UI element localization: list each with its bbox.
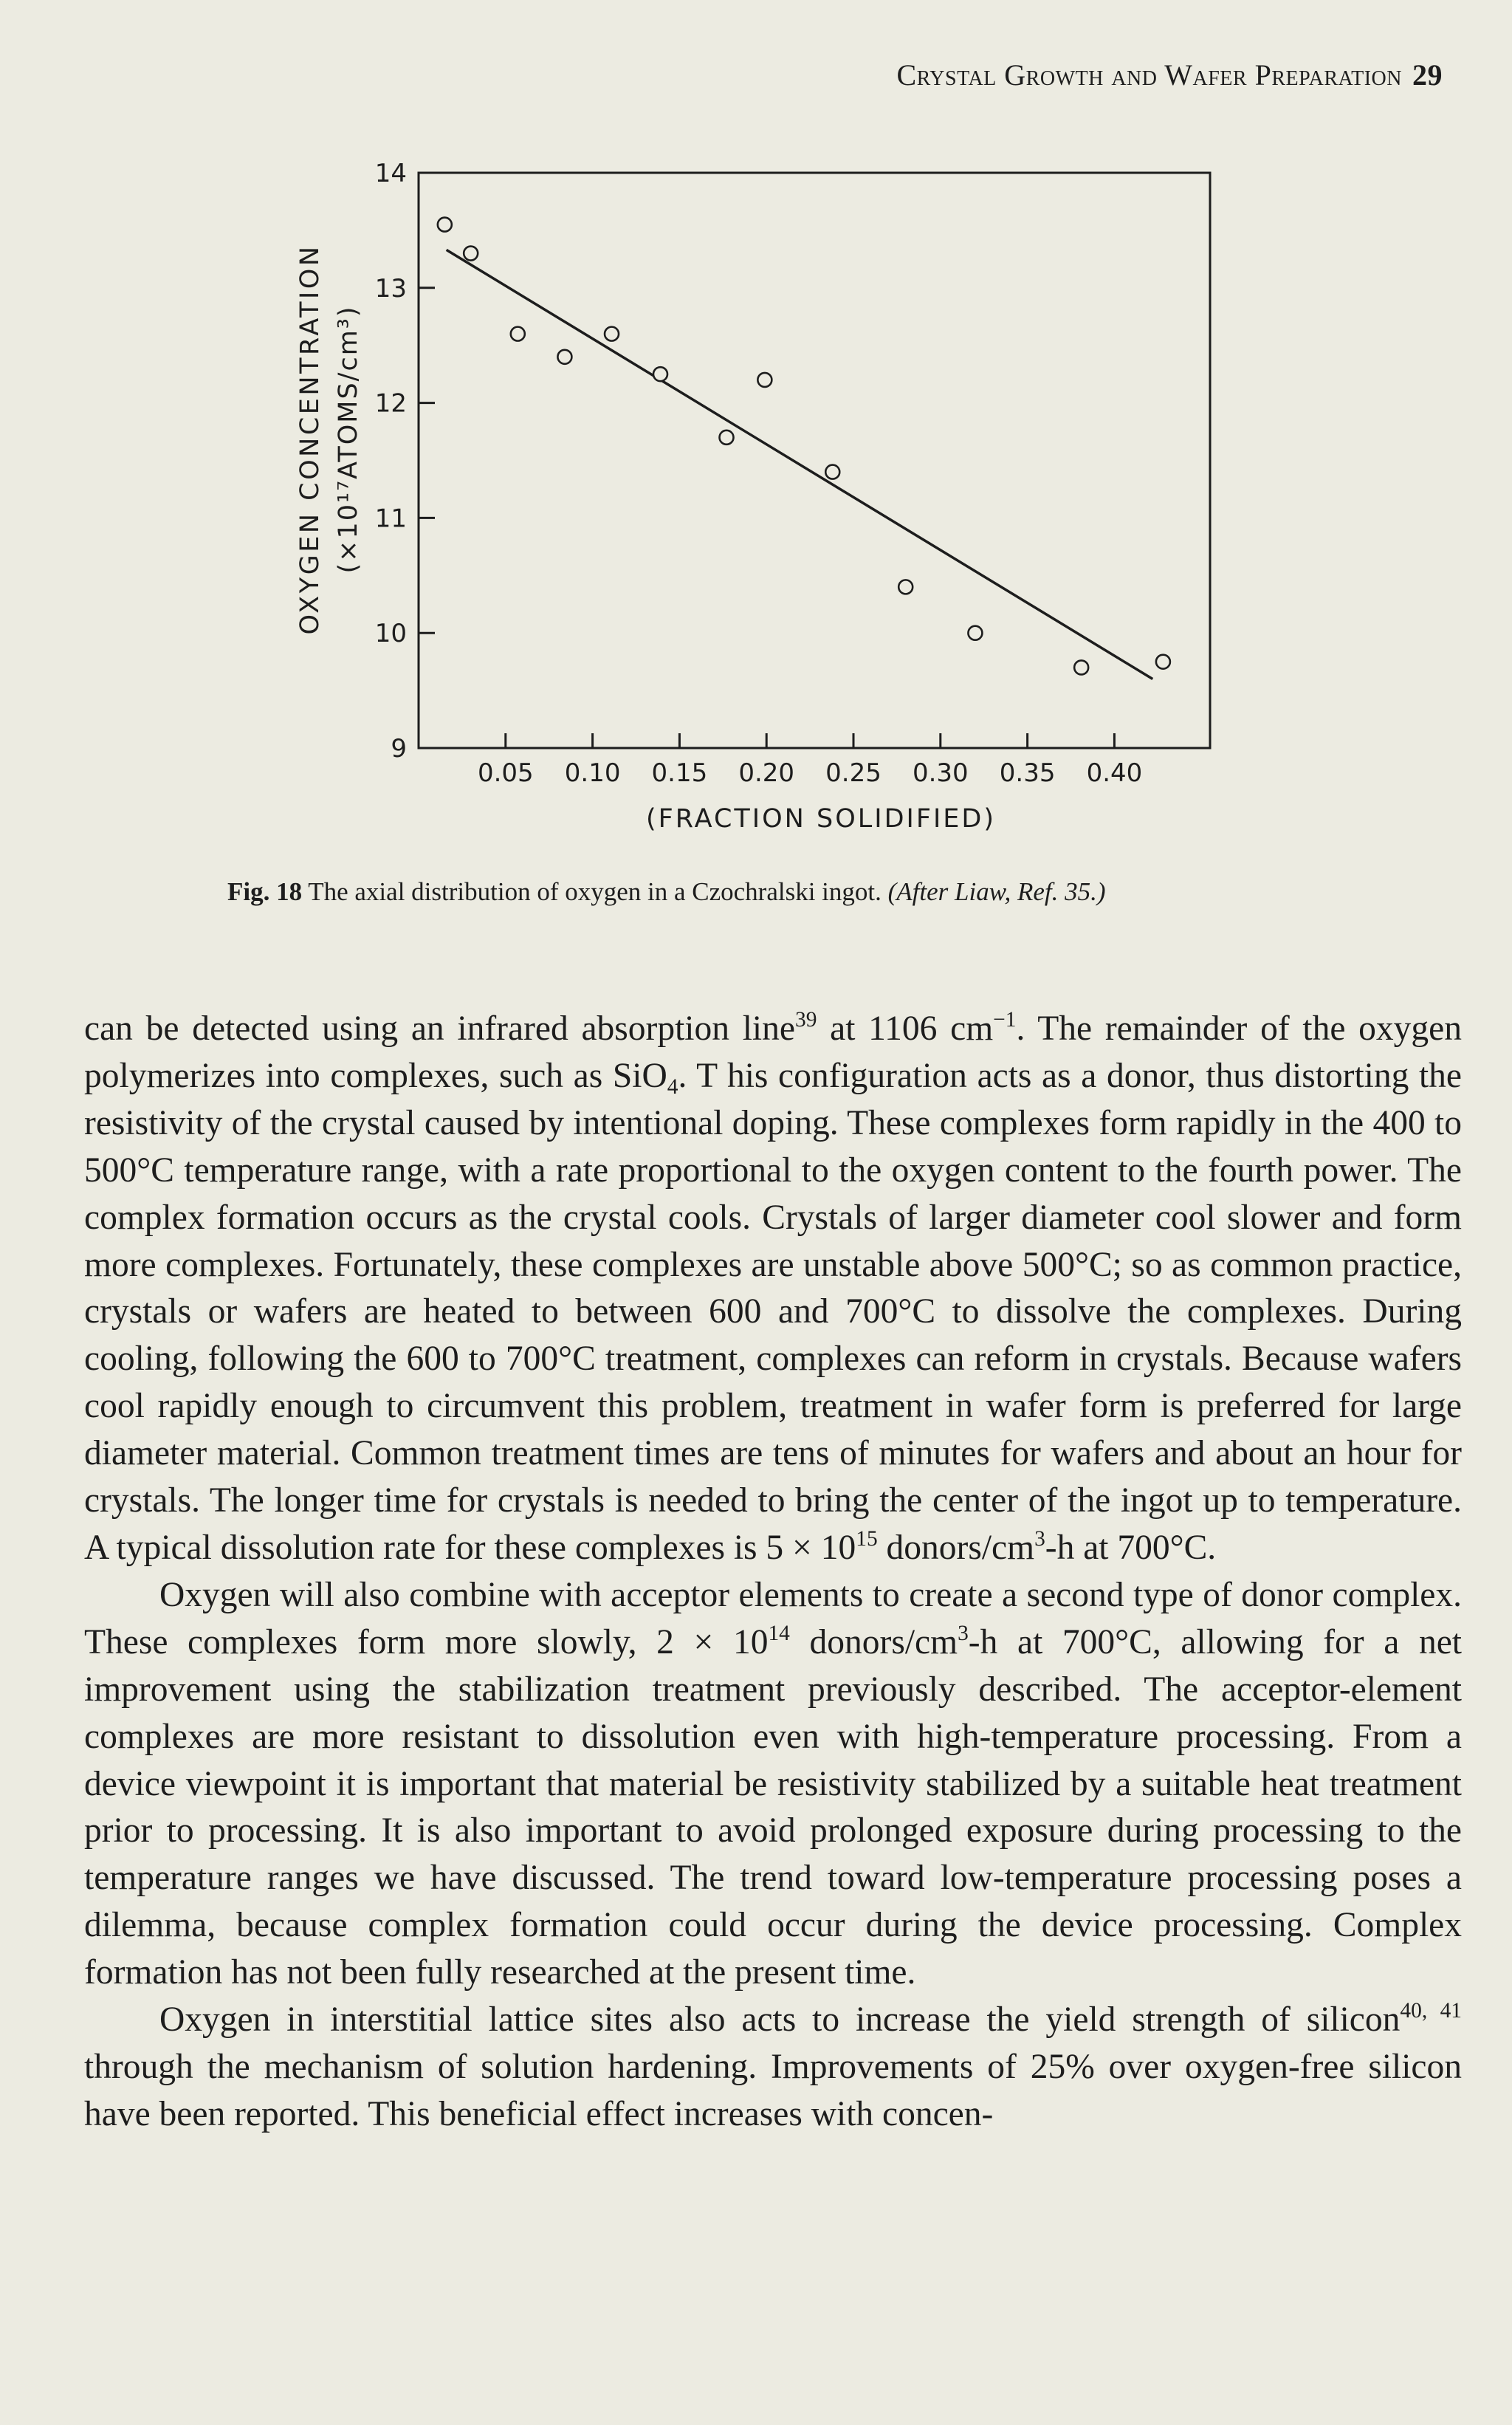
text-run: can be detected using an infrared absorption line [84,1009,795,1048]
trend-line [447,250,1153,679]
superscript: 3 [958,1622,969,1646]
data-points [438,218,1170,675]
x-tick-label: 0.15 [651,758,708,788]
superscript: 14 [768,1622,790,1646]
subscript: 4 [667,1074,678,1099]
running-head-title: Crystal Growth and Wafer Preparation [896,58,1402,92]
data-point [898,580,913,594]
x-tick-label: 0.05 [477,758,534,788]
y-tick-label: 10 [374,619,407,649]
body-text [84,1006,1462,2138]
data-point [720,431,734,445]
y-axis-ticks [375,159,435,764]
data-point [1156,655,1170,669]
superscript: −1 [993,1008,1017,1032]
data-point [1074,660,1088,674]
text-run: donors/cm [789,1622,958,1661]
text-run: donors/cm [877,1528,1035,1567]
data-point [464,247,478,261]
text-run: . The remainder of the oxygen polymerizes into complexes, such as SiO [84,1009,1463,1095]
figure-label: Fig. 18 [227,877,303,906]
oxygen-distribution-chart [0,0,1512,871]
body-paragraph [84,1997,1462,2138]
figure-caption-text: The axial distribution of oxygen in a Czochralski ingot. [308,877,882,906]
superscript: 15 [856,1527,878,1551]
y-axis-unit-label: (×10¹⁷ATOMS/cm³) [334,305,363,574]
data-point [757,373,772,387]
data-point [653,367,667,381]
data-point [438,218,452,232]
y-tick-label: 11 [374,504,407,534]
data-point [605,327,619,341]
superscript: 40, 41 [1400,1999,1463,2023]
x-tick-label: 0.35 [999,758,1056,788]
x-axis-ticks [478,733,1142,788]
data-point [557,350,571,364]
y-tick-label: 12 [374,388,407,419]
x-tick-label: 0.20 [738,758,795,788]
data-point [968,626,982,640]
data-point [825,465,839,479]
body-paragraph [84,1006,1462,1572]
text-run: . T his configuration acts as a donor, thus distorting the resistivity of the crystal caused by intentional doping. These complexes form rapidly in the 400 to 500°C temperature range, with a rate proportional to the oxygen content to the fourth power. The complex formation occurs as the crystal cools. Crystals of larger diameter cool slower and form more complexes. Fortunately, these complexes are unstable above 500°C; so as common practice, crystals or wafers are heated to between 600 and 700°C to dissolve the complexes. During cooling, following the 600 to 700°C treatment, complexes can reform in crystals. Because wafers cool rapidly enough to circumvent this problem, treatment in wafer form is preferred for large diameter material. Common treatment times are tens of minutes for wafers and about an hour for crystals. The longer time for crystals is needed to bring the center of the ingot up to temperature. A typical dissolution rate for these complexes is 5 × 10 [84,1056,1463,1567]
text-run: at 1106 cm [817,1009,994,1048]
text-run: Oxygen in interstitial lattice sites also acts to increase the yield strength of silicon [159,2000,1401,2040]
text-run: Oxygen will also combine with acceptor elements to create a second type of donor complex. These complexes form more slowly, 2 × 10 [84,1575,1462,1661]
superscript: 39 [794,1008,817,1032]
plot-frame [419,173,1210,748]
y-tick-label: 9 [391,734,407,764]
y-tick-label: 13 [374,273,407,303]
y-tick-label: 14 [374,159,407,188]
figure-caption-source: (After Liaw, Ref. 35.) [887,877,1106,906]
x-tick-label: 0.25 [825,758,882,788]
page-number: 29 [1412,58,1443,92]
x-tick-label: 0.40 [1086,758,1143,788]
text-run: -h at 700°C, allowing for a net improvement using the stabilization treatment previously described. The acceptor-element complexes are more resistant to dissolution even with high-temperature processing. From a device viewpoint it is important that material be resistivity stabilized by a suitable heat treatment prior to processing. It is also important to avoid prolonged exposure during processing to the temperature ranges we have discussed. The trend toward low-temperature processing poses a dilemma, because complex formation could occur during the device processing. Complex formation has not been fully researched at the present time. [84,1622,1462,1992]
text-run: -h at 700°C. [1045,1528,1217,1567]
superscript: 3 [1034,1527,1045,1551]
text-run: through the mechanism of solution hardening. Improvements of 25% over oxygen-free silicon have been reported. This beneficial effect increases with concen- [84,2047,1462,2133]
body-paragraph [84,1572,1462,1997]
y-axis-label: OXYGEN CONCENTRATION [295,244,325,635]
x-axis-label: (FRACTION SOLIDIFIED) [645,804,997,834]
x-tick-label: 0.10 [564,758,621,788]
figure-caption [227,877,1106,907]
data-point [511,327,525,341]
x-tick-label: 0.30 [912,758,969,788]
